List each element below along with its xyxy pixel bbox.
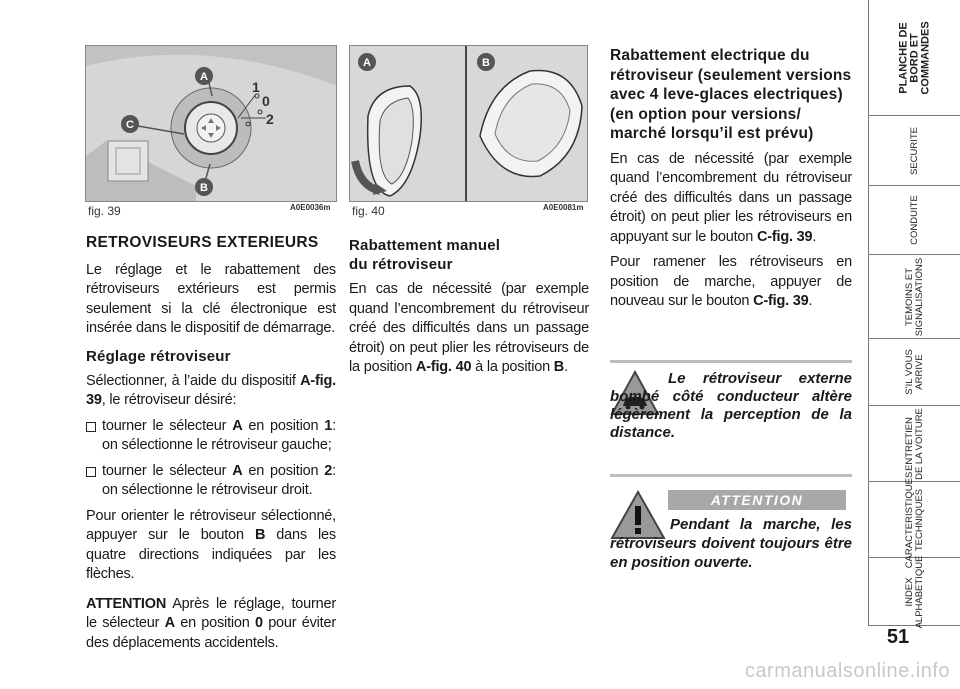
electric-fold-title: Rabattement electrique du rétroviseur (seulement versions avec 4 leve-glaces electriques) (en option pour versions/ marché lorsqu’il est prévu) bbox=[610, 47, 852, 142]
manual-fold-title: Rabattement manuel du rétroviseur bbox=[349, 237, 501, 273]
attention-paragraph: ATTENTION Après le réglage, tourner le sélecteur A en position 0 pour éviter des déplacements accidentels. bbox=[86, 595, 336, 651]
chapter-sidebar bbox=[868, 0, 960, 689]
tab-entretien[interactable]: ENTRETIEN DE LA VOITURE bbox=[868, 406, 960, 482]
checkbox-bullet-icon bbox=[86, 422, 96, 432]
fig40-label-b: B bbox=[482, 57, 490, 69]
attention-note: Pendant la marche, les rétroviseurs doivent toujours être en position ouverte. bbox=[610, 516, 852, 571]
mirror-fold-illustration bbox=[350, 46, 588, 202]
restore-paragraph: Pour ramener les rétroviseurs en position de marche, appuyer de nouveau sur le bouton C-fig. 39. bbox=[610, 254, 852, 309]
note-divider bbox=[610, 360, 852, 363]
fig39-code: A0E0036m bbox=[290, 203, 331, 212]
tab-securite[interactable]: SECURITE bbox=[868, 116, 960, 186]
door-control-illustration bbox=[86, 46, 337, 202]
fig40-caption: fig. 40 bbox=[352, 204, 385, 218]
fig40-code: A0E0081m bbox=[543, 203, 584, 212]
subsection-title: Réglage rétroviseur bbox=[86, 347, 231, 365]
tab-sil-vous-arrive[interactable]: S’IL VOUS ARRIVE bbox=[868, 339, 960, 406]
manual-fold-paragraph: En cas de nécessité (par exemple quand l’encombrement du rétroviseur créé des difficultés dans un passage étroit) on peut plier les rétroviseurs de la position A-fig. 40 à la position B. bbox=[349, 281, 589, 375]
checkbox-bullet-icon bbox=[86, 467, 96, 477]
tab-planche-de-bord[interactable]: PLANCHE DE BORD ET COMMANDES bbox=[868, 0, 960, 116]
tab-caracteristiques[interactable]: CARACTERISTIQUES TECHNIQUES bbox=[868, 482, 960, 558]
column-1 bbox=[86, 233, 336, 659]
fig39-pos-1: 1 bbox=[252, 79, 260, 95]
mirror-note: Le rétroviseur externe bombé côté conducteur altère légèrement la perception de la distance. bbox=[610, 370, 852, 441]
figure-40 bbox=[349, 45, 588, 202]
list-item: tourner le sélecteur A en position 1: on sélectionne le rétroviseur gauche; bbox=[86, 417, 336, 456]
watermark: carmanualsonline.info bbox=[744, 660, 950, 682]
list-item: tourner le sélecteur A en position 2: on sélectionne le rétroviseur droit. bbox=[86, 462, 336, 501]
select-paragraph: Sélectionner, à l’aide du dispositif A-fig. 39, le rétroviseur désiré: bbox=[86, 372, 336, 408]
fig39-pos-2: 2 bbox=[266, 111, 274, 127]
tab-conduite[interactable]: CONDUITE bbox=[868, 186, 960, 255]
intro-paragraph: Le réglage et le rabattement des rétroviseurs extérieurs est permis seulement si la clé électronique est insérée dans le dispositif de démarrage. bbox=[86, 261, 336, 336]
electric-fold-paragraph: En cas de nécessité (par exemple quand l’encombrement du rétroviseur créé des difficultés dans un passage étroit) on peut plier les rétroviseurs en appuyant sur le bouton C-fig. 39. bbox=[610, 150, 852, 245]
tab-index[interactable]: INDEX ALPHABETIQUE bbox=[868, 558, 960, 626]
attention-label: ATTENTION bbox=[668, 490, 846, 510]
warning-divider bbox=[610, 474, 852, 477]
fig39-pos-0: 0 bbox=[262, 93, 270, 109]
section-title: RETROVISEURS EXTERIEURS bbox=[86, 234, 319, 251]
figure-39 bbox=[85, 45, 337, 202]
fig39-label-a: A bbox=[200, 71, 208, 83]
page-number: 51 bbox=[886, 626, 910, 648]
column-3 bbox=[610, 46, 852, 318]
fig39-label-c: C bbox=[126, 119, 134, 131]
fig40-label-a: A bbox=[363, 57, 371, 69]
fig39-label-b: B bbox=[200, 182, 208, 194]
column-2 bbox=[349, 236, 589, 384]
tab-temoins[interactable]: TEMOINS ET SIGNALISATIONS bbox=[868, 255, 960, 339]
orient-paragraph: Pour orienter le rétroviseur sélectionné, appuyer sur le bouton B dans les quatre directions indiquées par les flèches. bbox=[86, 507, 336, 582]
fig39-caption: fig. 39 bbox=[88, 204, 121, 218]
